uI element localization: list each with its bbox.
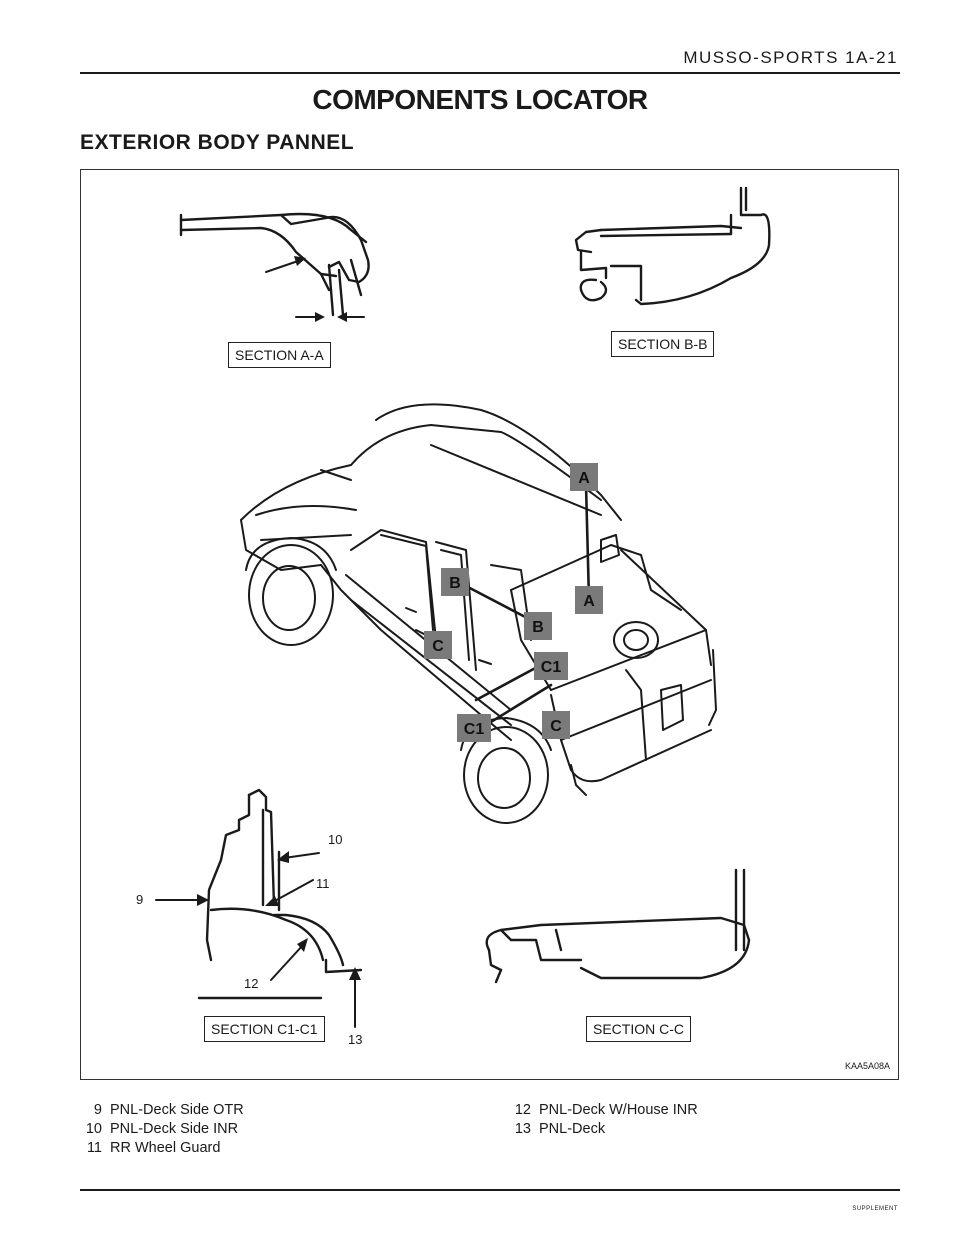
figure-drawing: [81, 170, 900, 1081]
page-subtitle: EXTERIOR BODY PANNEL: [80, 131, 355, 154]
page-title: COMPONENTS LOCATOR: [312, 84, 648, 115]
legend-item: 11 RR Wheel Guard: [86, 1140, 221, 1156]
legend-item: 10 PNL-Deck Side INR: [85, 1121, 239, 1137]
section-b-b-label: SECTION B-B: [611, 331, 714, 357]
section-b-b-drawing: [576, 188, 769, 304]
tag-b-right-text: B: [532, 619, 544, 636]
section-c-c-label: SECTION C-C: [586, 1016, 691, 1042]
footer-rule: [80, 1189, 900, 1191]
callout-10: 10: [328, 832, 343, 847]
legend-right: [501, 1101, 698, 1139]
legend-item: 9 PNL-Deck Side OTR: [93, 1102, 244, 1118]
tag-a-lower-text: A: [583, 593, 595, 610]
callout-13: 13: [348, 1032, 363, 1047]
section-c1-c1-drawing: [199, 790, 361, 998]
section-c-c-drawing: [487, 870, 749, 982]
section-a-a-drawing: [181, 214, 369, 322]
legend-item: 13 PNL-Deck: [514, 1121, 606, 1137]
tag-b-left-text: B: [449, 575, 461, 592]
legend-item: 12 PNL-Deck W/House INR: [514, 1102, 698, 1118]
footer-mark: SUPPLEMENT: [852, 1206, 898, 1212]
vehicle-drawing: [241, 404, 716, 823]
tag-a-upper-text: A: [578, 470, 590, 487]
header-rule: [80, 72, 900, 74]
figure-code: KAA5A08A: [844, 1061, 890, 1071]
callout-12: 12: [244, 976, 259, 991]
running-header: MUSSO-SPORTS 1A-21: [683, 48, 898, 67]
components-figure: [80, 169, 899, 1080]
tag-c1-left-text: C1: [463, 721, 485, 738]
tag-c-right-text: C: [550, 718, 562, 735]
section-a-a-label: SECTION A-A: [228, 342, 331, 368]
tag-c1-right-text: C1: [540, 659, 562, 676]
callout-11: 11: [316, 876, 330, 891]
section-c1-c1-label: SECTION C1-C1: [204, 1016, 325, 1042]
callout-9: 9: [136, 892, 144, 907]
tag-c-left-text: C: [432, 638, 444, 655]
legend-left: [72, 1101, 244, 1158]
